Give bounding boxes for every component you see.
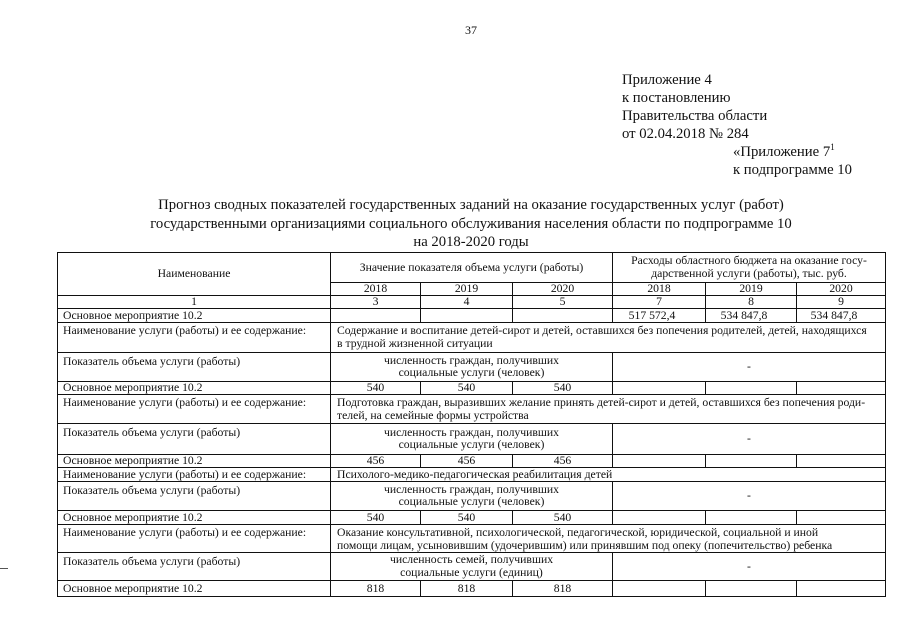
service-label-cell: Наименование услуги (работы) и ее содержание: (58, 525, 331, 553)
main-event-row (58, 581, 886, 597)
indicator-expense-cell: - (613, 353, 886, 382)
expense-value-cell (613, 382, 706, 395)
header-expense-group-cell (613, 253, 886, 283)
header-name-cell: Наименование (58, 253, 331, 296)
indicator-description-line: численность семей, получивших (389, 553, 554, 566)
service-description-cell (331, 395, 886, 424)
service-description-line: помощи лицам, усыновившим (удочерившим) или принявшим под опеку (попечительство) ребенка (337, 538, 833, 552)
indicator-description-cell (331, 553, 613, 581)
appendix-line: Правительства области (622, 108, 768, 124)
volume-year-cell: 2019 (421, 283, 513, 296)
volume-value-cell (513, 309, 613, 323)
title-line: на 2018-2020 годы (413, 234, 529, 250)
indicator-label-cell: Показатель объема услуги (работы) (58, 553, 331, 581)
service-label-cell: Наименование услуги (работы) и ее содержание: (58, 468, 331, 482)
title-line: государственными организациями социального обслуживания населения области по подпрограмме 10 (150, 215, 792, 232)
service-label-cell: Наименование услуги (работы) и ее содержание: (58, 323, 331, 353)
volume-indicator-row (58, 553, 886, 581)
expense-value-cell: 534 847,8 (797, 309, 886, 323)
page-number: 37 (465, 23, 477, 37)
volume-year-cell: 2020 (513, 283, 613, 296)
expense-value-cell (706, 455, 797, 468)
column-number-cell: 1 (58, 296, 331, 309)
appendix-reference-text: «Приложение 7 (733, 144, 831, 160)
indicator-description-cell (331, 353, 613, 382)
expense-year-cell: 2020 (797, 283, 886, 296)
indicator-description-line: социальные услуги (человек) (398, 366, 545, 379)
column-number-cell: 8 (706, 296, 797, 309)
service-description-line: в трудной жизненной ситуации (337, 336, 493, 350)
volume-value-cell: 540 (513, 511, 613, 525)
expense-value-cell (613, 455, 706, 468)
volume-value-cell: 540 (331, 511, 421, 525)
expense-value-cell (706, 382, 797, 395)
indicator-description-line: социальные услуги (человек) (398, 495, 545, 508)
main-event-row (58, 511, 886, 525)
indicator-expense-cell: - (613, 424, 886, 455)
title-line: Прогноз сводных показателей государственных заданий на оказание государственных услуг (работ) (158, 197, 784, 213)
indicator-description-line: численность граждан, получивших (383, 353, 560, 367)
superscript-index: 1 (830, 142, 835, 152)
document-title (57, 196, 885, 252)
header-volume-group-cell: Значение показателя объема услуги (работы) (331, 253, 613, 283)
indicator-label-cell: Показатель объема услуги (работы) (58, 353, 331, 382)
volume-value-cell (421, 309, 513, 323)
volume-indicator-row (58, 353, 886, 382)
expense-value-cell (797, 455, 886, 468)
expense-value-cell: 517 572,4 (613, 309, 706, 323)
appendix-reference-line: к подпрограмме 10 (733, 162, 852, 178)
volume-value-cell: 540 (513, 382, 613, 395)
service-description-line: телей, на семейные формы устройства (337, 408, 529, 422)
header-expense-line: Расходы областного бюджета на оказание госу- (631, 254, 867, 267)
column-number-cell: 9 (797, 296, 886, 309)
event-name-cell: Основное мероприятие 10.2 (58, 581, 331, 597)
volume-value-cell: 818 (513, 581, 613, 597)
indicator-description-line: социальные услуги (единиц) (400, 565, 543, 579)
indicator-description-line: численность граждан, получивших (383, 482, 560, 496)
service-name-row (58, 525, 886, 553)
expense-year-cell: 2019 (706, 283, 797, 296)
appendix-line: Приложение 4 (622, 72, 712, 88)
service-label-cell: Наименование услуги (работы) и ее содержание: (58, 395, 331, 424)
expense-value-cell (797, 511, 886, 525)
indicator-description-line: социальные услуги (человек) (398, 438, 545, 451)
service-description-line: Содержание и воспитание детей-сирот и детей, оставшихся без попечения родителей, детей, находящихся (337, 324, 867, 337)
expense-value-cell: 534 847,8 (706, 309, 797, 323)
expense-value-cell (706, 511, 797, 525)
appendix-line: к постановлению (622, 90, 731, 106)
volume-value-cell (331, 309, 421, 323)
service-description-line: Оказание консультативной, психологической, педагогической, юридической, социальной и иной (337, 526, 819, 539)
indicator-description-line: численность граждан, получивших (383, 425, 560, 439)
column-number-cell: 7 (613, 296, 706, 309)
expense-year-cell: 2018 (613, 283, 706, 296)
volume-value-cell: 818 (331, 581, 421, 597)
service-description-cell (331, 468, 886, 482)
volume-value-cell: 456 (331, 455, 421, 468)
forecast-table (57, 252, 886, 597)
indicator-label-cell: Показатель объема услуги (работы) (58, 482, 331, 511)
volume-value-cell: 540 (421, 511, 513, 525)
service-description-line: Психолого-медико-педагогическая реабилитация детей (337, 467, 613, 481)
service-description-cell (331, 525, 886, 553)
volume-value-cell: 456 (421, 455, 513, 468)
indicator-expense-cell: - (613, 482, 886, 511)
indicator-description-cell (331, 482, 613, 511)
volume-indicator-row (58, 424, 886, 455)
column-numbers-row (58, 296, 886, 309)
volume-value-cell: 818 (421, 581, 513, 597)
indicator-expense-cell: - (613, 553, 886, 581)
main-event-row (58, 382, 886, 395)
column-number-cell: 3 (331, 296, 421, 309)
service-name-row (58, 395, 886, 424)
scan-artifact (0, 568, 8, 569)
indicator-label-cell: Показатель объема услуги (работы) (58, 424, 331, 455)
appendix-reference-line (733, 143, 852, 161)
expense-value-cell (613, 511, 706, 525)
appendix-line: от 02.04.2018 № 284 (622, 126, 749, 142)
event-name-cell: Основное мероприятие 10.2 (58, 382, 331, 395)
header-expense-line: дарственной услуги (работы), тыс. руб. (651, 266, 847, 280)
header-row (58, 253, 886, 283)
expense-value-cell (613, 581, 706, 597)
volume-value-cell: 540 (331, 382, 421, 395)
appendix-block (622, 71, 767, 143)
service-name-row (58, 468, 886, 482)
service-description-cell (331, 323, 886, 353)
column-number-cell: 4 (421, 296, 513, 309)
event-name-cell: Основное мероприятие 10.2 (58, 455, 331, 468)
service-name-row (58, 323, 886, 353)
service-description-line: Подготовка граждан, выразивших желание принять детей-сирот и детей, оставшихся без попечения роди- (337, 396, 866, 409)
expense-value-cell (797, 581, 886, 597)
volume-value-cell: 456 (513, 455, 613, 468)
column-number-cell: 5 (513, 296, 613, 309)
expense-value-cell (706, 581, 797, 597)
appendix-reference-block (733, 143, 852, 179)
indicator-description-cell (331, 424, 613, 455)
event-name-cell: Основное мероприятие 10.2 (58, 309, 331, 323)
volume-value-cell: 540 (421, 382, 513, 395)
main-event-row (58, 309, 886, 323)
main-event-row (58, 455, 886, 468)
expense-value-cell (797, 382, 886, 395)
volume-indicator-row (58, 482, 886, 511)
event-name-cell: Основное мероприятие 10.2 (58, 511, 331, 525)
volume-year-cell: 2018 (331, 283, 421, 296)
